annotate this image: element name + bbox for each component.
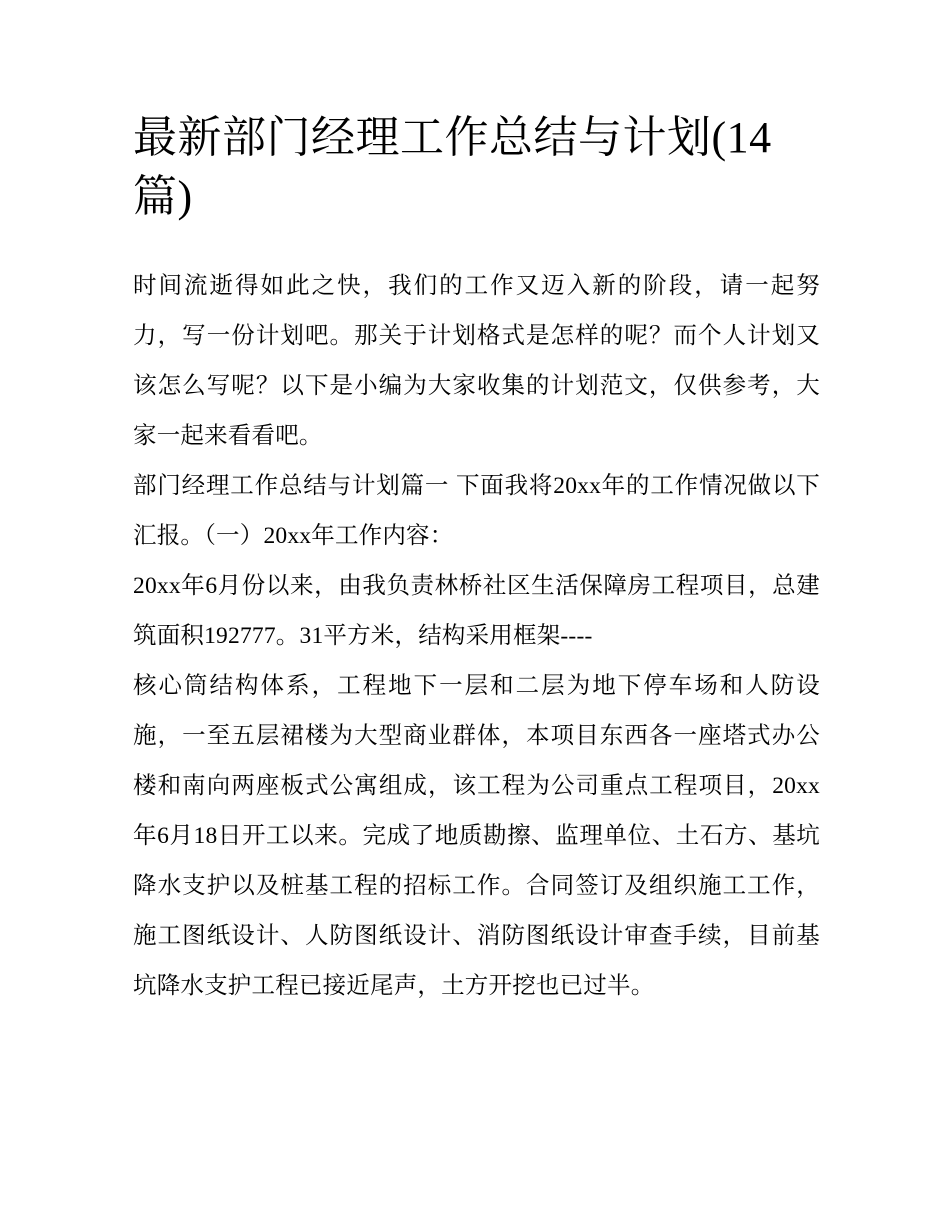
- page-title: 最新部门经理工作总结与计划(14篇): [133, 113, 772, 222]
- paragraph-section-heading: 部门经理工作总结与计划篇一 下面我将20xx年的工作情况做以下汇报。（一）20xx年工作内容：: [133, 472, 820, 549]
- paragraph-project-detail: 核心筒结构体系，工程地下一层和二层为地下停车场和人防设施，一至五层裙楼为大型商业群体，本项目东西各一座塔式办公楼和南向两座板式公寓组成，该工程为公司重点工程项目，20xx年6月18日开工以来。完成了地质勘擦、监理单位、土石方、基坑降水支护以及桩基工程的招标工作。合同签订及组织施工工作，施工图纸设计、人防图纸设计、消防图纸设计审查手续，目前基坑降水支护工程已接近尾声，土方开挖也已过半。: [133, 672, 820, 999]
- paragraph-project-overview: 20xx年6月份以来，由我负责林桥社区生活保障房工程项目，总建筑面积192777。31平方米，结构采用框架----: [133, 572, 820, 649]
- paragraph-intro: 时间流逝得如此之快，我们的工作又迈入新的阶段，请一起努力，写一份计划吧。那关于计划格式是怎样的呢？而个人计划又该怎么写呢？以下是小编为大家收集的计划范文，仅供参考，大家一起来看看吧。: [133, 272, 820, 449]
